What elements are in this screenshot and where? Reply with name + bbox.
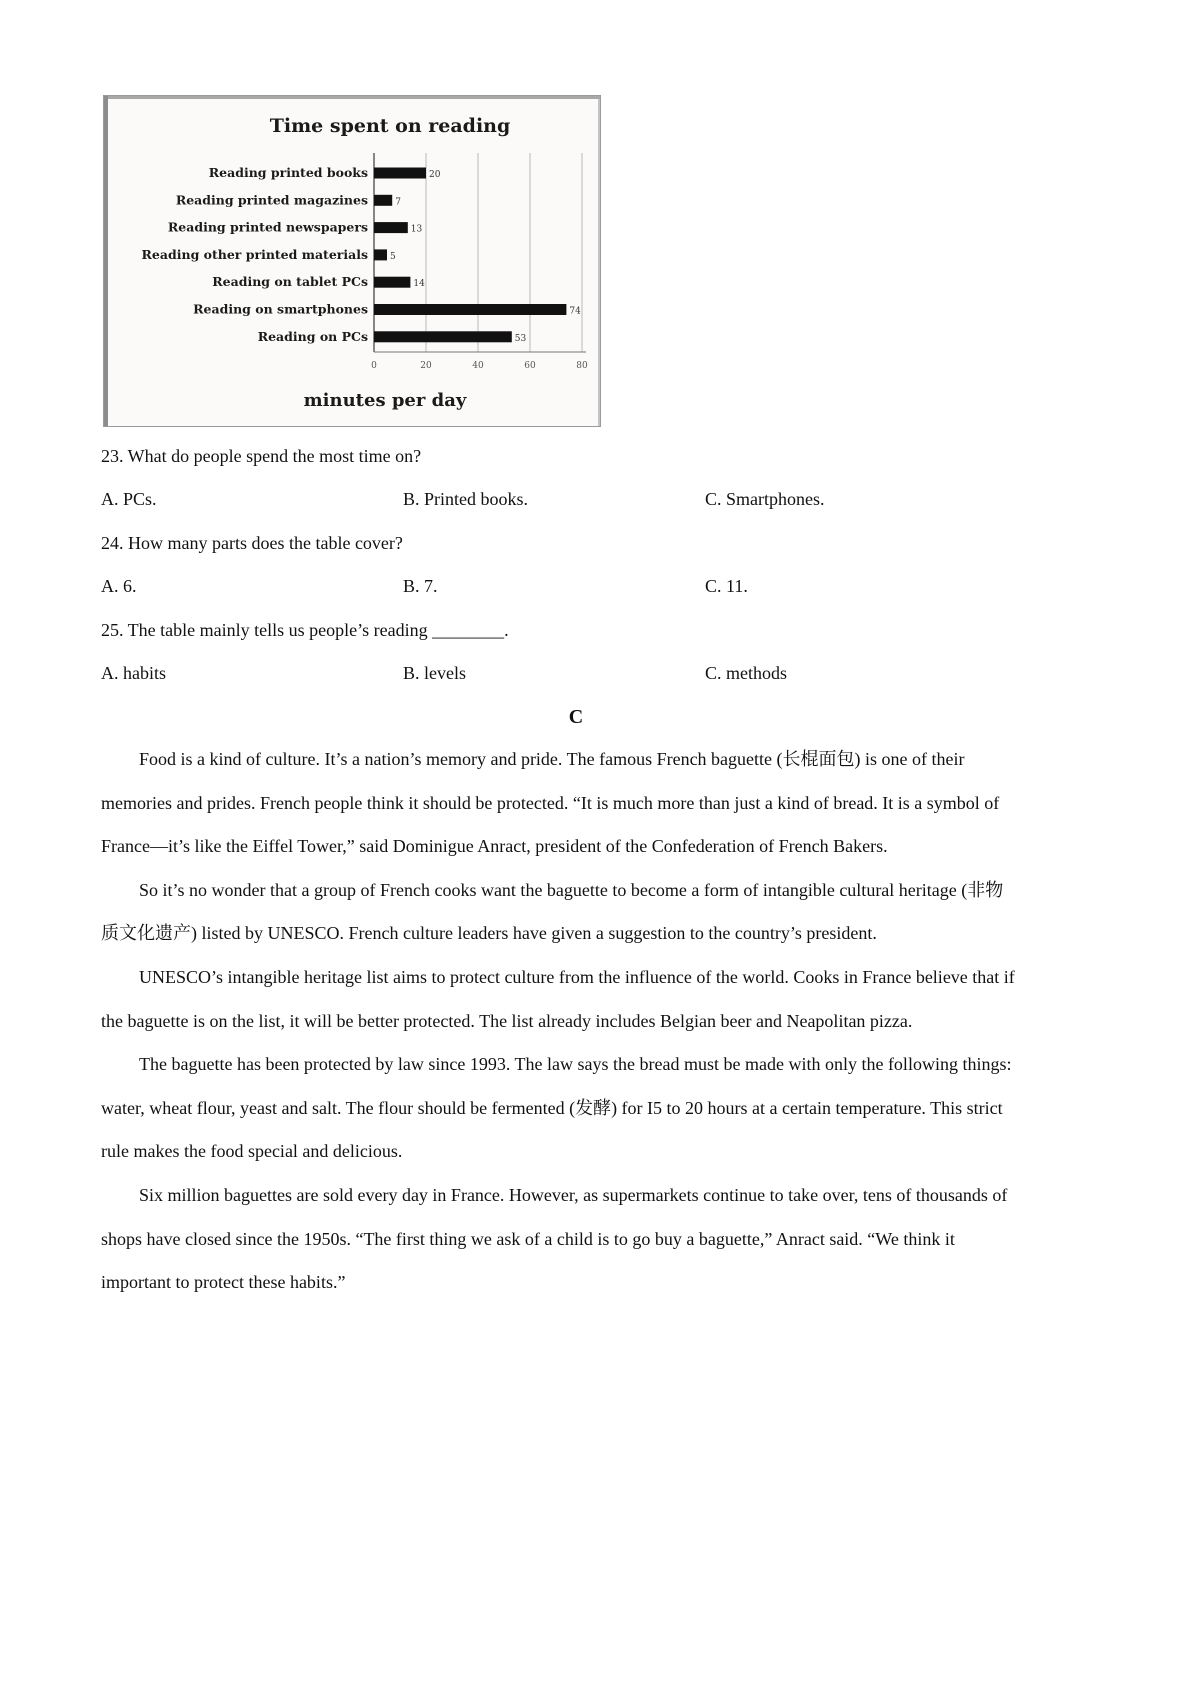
value-labels: [390, 170, 581, 344]
category-label: Reading on tablet PCs: [212, 274, 368, 290]
value-label: 20: [429, 170, 441, 180]
bar: [374, 277, 410, 288]
question-25: 25. The table mainly tells us people’s reading ________.: [101, 620, 509, 640]
q25-option-b: B. levels: [403, 663, 466, 683]
x-tick-label: 60: [524, 361, 536, 371]
passage-paragraph: The baguette has been protected by law since 1993. The law says the bread must be made with only the following things: water, wheat flour, yeast and salt. The flour should be fermented (发酵) for I5 to 20 hours at a certain temperature. This strict rule makes the food special and delicious.: [101, 1054, 1012, 1162]
section-heading: C: [568, 706, 584, 728]
q24-option-a: A. 6.: [101, 576, 137, 596]
chart-gridlines: [374, 153, 586, 352]
bar: [374, 222, 408, 233]
bars: [374, 168, 566, 343]
q23-option-a: A. PCs.: [101, 489, 157, 509]
q23-option-b: B. Printed books.: [403, 489, 529, 509]
reading-passage: [101, 738, 1016, 1305]
passage-paragraph: Six million baguettes are sold every day in France. However, as supermarkets continue to take over, tens of thousands of shops have closed since the 1950s. “The first thing we ask of a child is to go buy a baguette,” Anract said. “We think it important to protect these habits.”: [101, 1184, 1008, 1293]
x-tick-label: 80: [576, 361, 588, 371]
value-label: 7: [395, 197, 401, 208]
bar: [374, 168, 426, 179]
category-label: Reading printed books: [208, 165, 368, 180]
value-label: 14: [413, 279, 425, 290]
x-tick-label: 20: [420, 361, 432, 371]
chart-title: Time spent on reading: [269, 115, 511, 137]
q24-option-c: C. 11.: [705, 576, 748, 596]
category-labels: [142, 165, 368, 344]
category-label: Reading on PCs: [257, 328, 368, 344]
passage-paragraph: UNESCO’s intangible heritage list aims to protect culture from the influence of the world. Cooks in France believe that if the baguette is on the list, it will be better protected. The list already includes Belgian beer and Neapolitan pizza.: [101, 966, 1015, 1031]
bar-chart-svg: [104, 96, 600, 426]
x-axis-label: minutes per day: [303, 390, 467, 411]
bar: [374, 304, 566, 315]
reading-time-chart: [103, 95, 601, 427]
value-label: 13: [410, 224, 423, 235]
value-label: 53: [514, 333, 527, 344]
passage-paragraph: So it’s no wonder that a group of French cooks want the baguette to become a form of intangible cultural heritage (非物质文化遗产) listed by UNESCO. French culture leaders have given a suggestion to the country’s president.: [101, 879, 1004, 944]
category-label: Reading on smartphones: [193, 301, 368, 317]
question-23: 23. What do people spend the most time on?: [101, 446, 422, 466]
value-label: 5: [390, 251, 396, 262]
question-24: 24. How many parts does the table cover?: [101, 533, 403, 553]
bar: [374, 249, 387, 260]
q23-option-c: C. Smartphones.: [705, 489, 825, 509]
q25-option-c: C. methods: [705, 663, 788, 683]
bar: [374, 195, 392, 206]
value-label: 74: [569, 306, 581, 317]
category-label: Reading printed magazines: [175, 192, 368, 208]
category-label: Reading printed newspapers: [167, 219, 368, 235]
passage-paragraph: Food is a kind of culture. It’s a nation’s memory and pride. The famous French baguette (长棍面包) is one of their memories and prides. French people think it should be protected. “It is much more than just a kind of bread. It is a symbol of France—it’s like the Eiffel Tower,” said Dominigue Anract, president of the Confederation of French Bakers.: [101, 749, 1000, 857]
bar: [374, 331, 512, 342]
q24-option-b: B. 7.: [403, 576, 438, 596]
x-tick-label: 0: [371, 361, 377, 371]
category-label: Reading other printed materials: [141, 246, 368, 262]
x-tick-label: 40: [472, 361, 484, 371]
x-tick-labels: [371, 361, 588, 371]
q25-option-a: A. habits: [101, 663, 166, 683]
